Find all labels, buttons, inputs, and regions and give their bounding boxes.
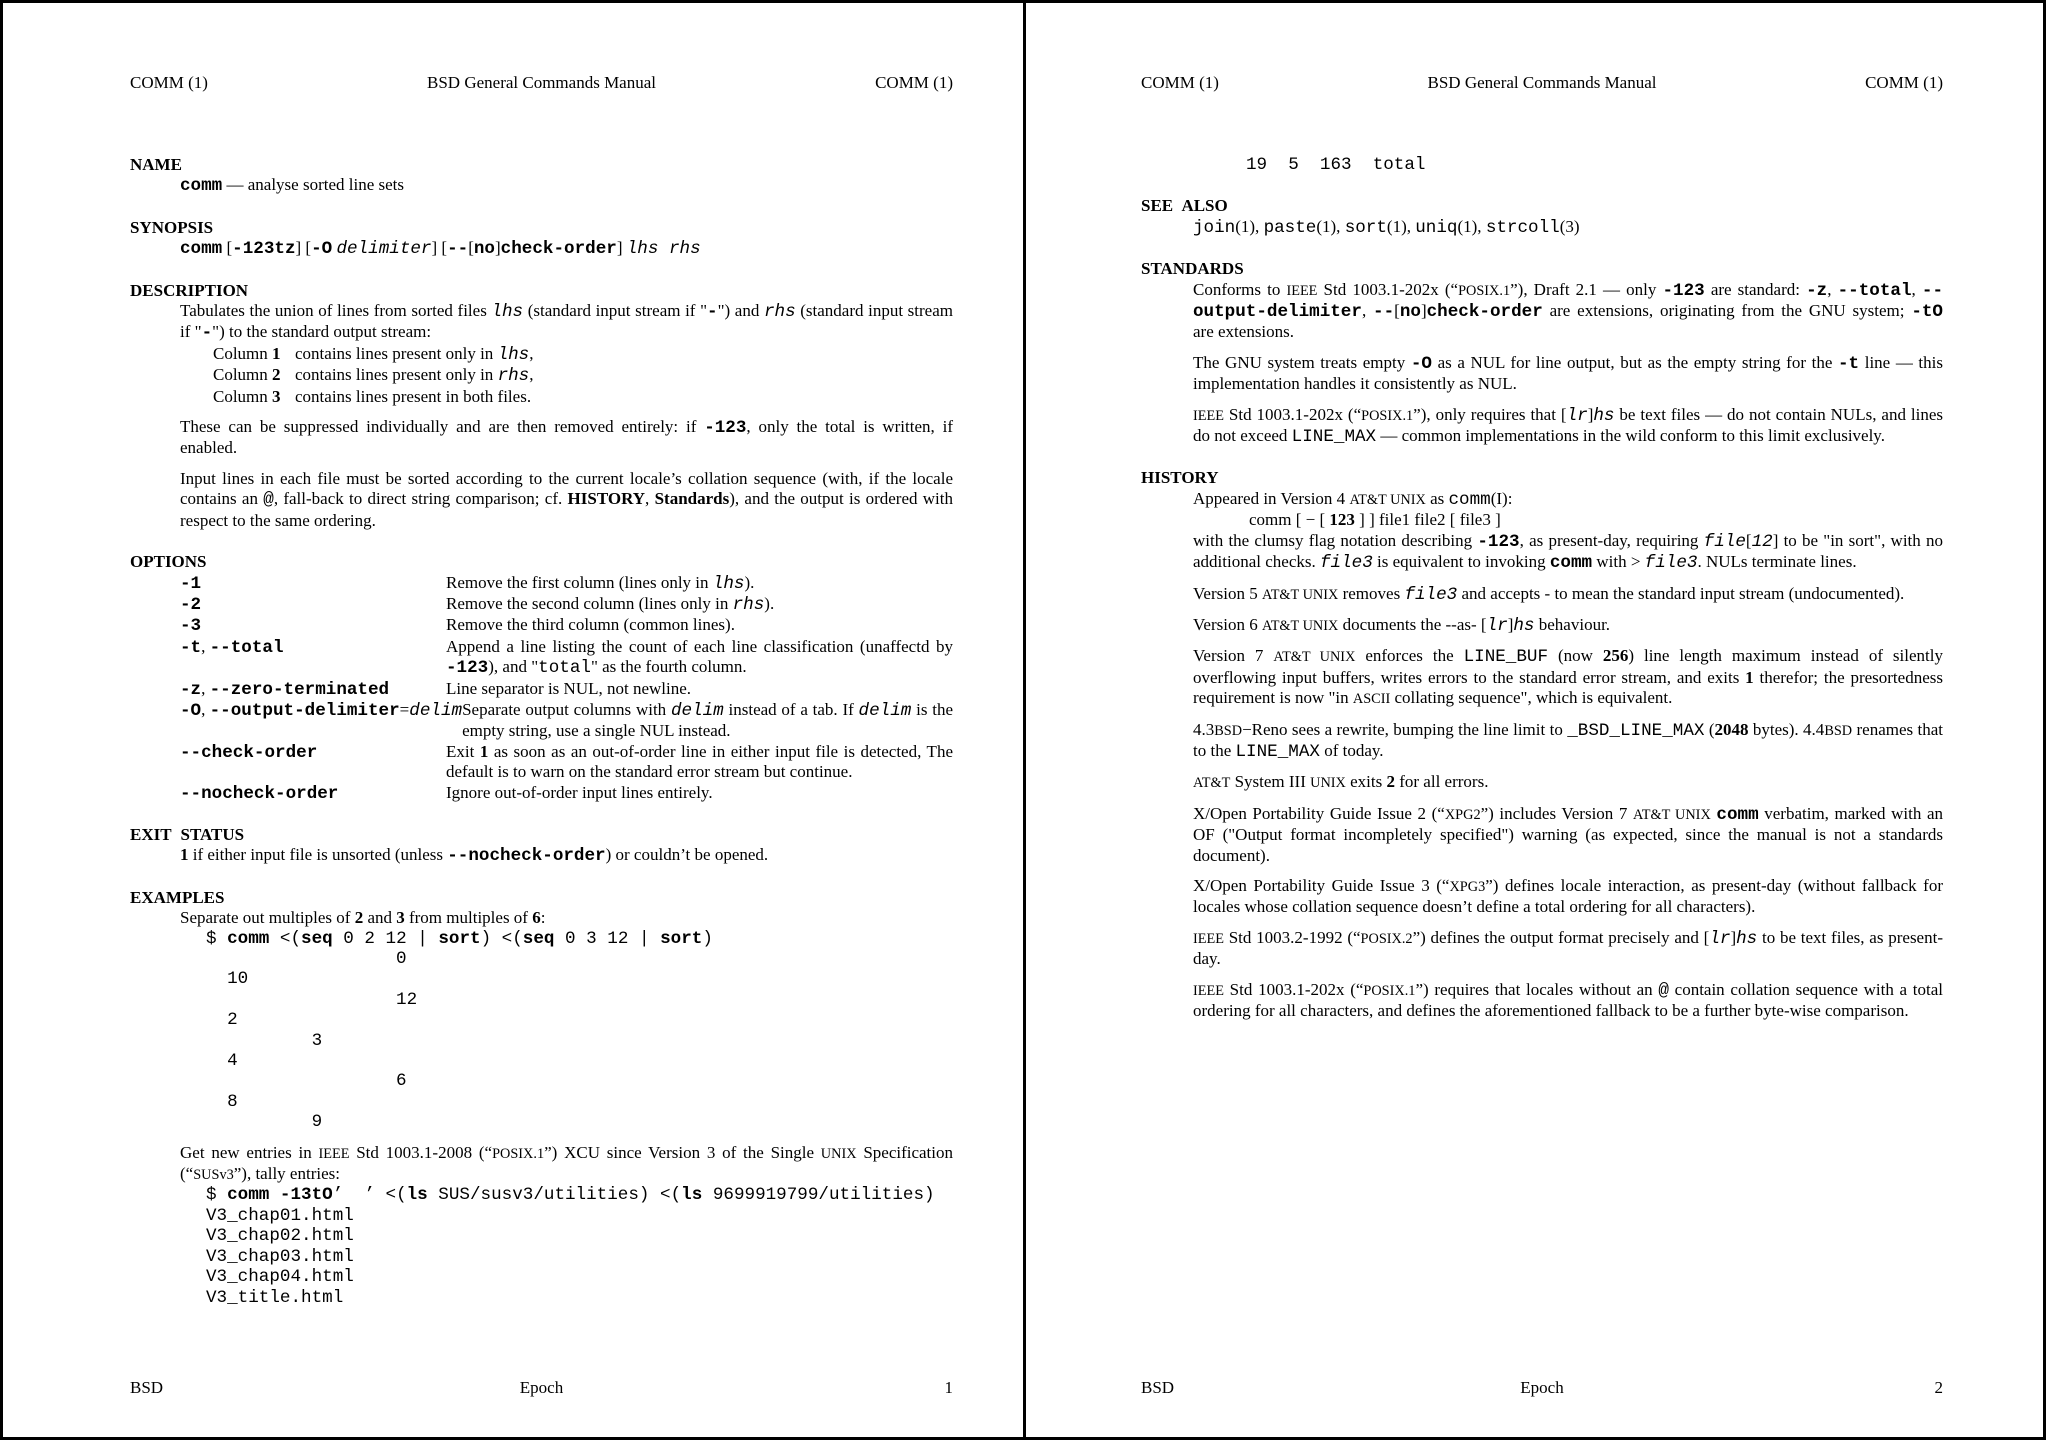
section <box>1141 468 1943 1021</box>
option-flag: --nocheck-order <box>180 783 339 804</box>
option-item <box>180 700 953 742</box>
option-flag: -1 <box>180 573 202 594</box>
code-block <box>1246 155 1943 175</box>
code-line: V3_chap02.html <box>206 1226 354 1247</box>
code-line: V3_chap03.html <box>206 1246 354 1267</box>
paragraph: IEEE Std 1003.1-202x (“POSIX.1”) requires that locales without an @ contain collation sequence with a total ordering for all characters, and defines the aforementioned fallback to be a further byte-wise comparison. <box>1193 979 1944 1020</box>
header-right: COMM (1) <box>1865 73 1943 92</box>
header-left: COMM (1) <box>1141 73 1219 92</box>
paragraph: IEEE Std 1003.2-1992 (“POSIX.2”) defines the output format precisely and [lr]hs to be text files, as present-day. <box>1193 927 1943 969</box>
code-line: $ comm <(seq 0 2 12 | sort) <(seq 0 3 12 | sort) <box>206 928 713 949</box>
page2-body <box>1141 155 1943 1021</box>
paragraph: 1 if either input file is unsorted (unless --nocheck-order) or couldn’t be opened. <box>180 845 769 867</box>
paragraph: Separate out multiples of 2 and 3 from multiples of 6: <box>180 908 546 928</box>
column-item <box>180 344 953 365</box>
paragraph: Version 7 AT&T UNIX enforces the LINE_BUF (now 256) line length maximum instead of silently overflowing input buffers, writes errors to the standard error stream, and exits 1 therefor; the presortedness requirement is now "in ASCII collating sequence", which is equivalent. <box>1193 646 1943 708</box>
footer-date: Epoch <box>1520 1378 1564 1397</box>
section-heading: DESCRIPTION <box>130 280 249 300</box>
column-desc: contains lines present in both files. <box>295 386 532 406</box>
option-desc: Remove the third column (common lines). <box>446 615 735 635</box>
section <box>130 155 953 197</box>
section-heading: NAME <box>130 155 182 174</box>
paragraph: X/Open Portability Guide Issue 2 (“XPG2”) includes Version 7 AT&T UNIX comm verbatim, marked with an OF ("Output format incompletely specified") warning (as expected, since the manual is not a standards document). <box>1193 803 1943 865</box>
page-1 <box>130 3 953 1437</box>
section <box>130 552 953 804</box>
section-heading: STANDARDS <box>1141 259 1244 279</box>
section <box>130 281 953 531</box>
options-list <box>180 573 953 804</box>
option-desc: Ignore out-of-order input lines entirely. <box>446 782 713 802</box>
code-line: 6 <box>206 1071 407 1092</box>
column-item <box>180 387 953 407</box>
paragraph: Tabulates the union of lines from sorted files lhs (standard input stream if "-") and rhs (standard input stream if "-") to the standard output stream: <box>180 301 953 344</box>
section-heading: EXIT STATUS <box>130 824 245 844</box>
section <box>130 825 953 867</box>
code-line: 0 <box>206 949 407 969</box>
option-flag: -O, --output-delimiter=delim <box>180 699 463 721</box>
option-desc: Append a line listing the count of each line classification (unaffectd by -123), and "total" as the fourth column. <box>446 636 953 679</box>
column-item <box>180 365 953 386</box>
option-flag: --check-order <box>180 742 318 763</box>
code-line: 2 <box>206 1010 238 1031</box>
code-line: V3_chap04.html <box>206 1267 354 1288</box>
code-line: $ comm -13tO’ ’ <(ls SUS/susv3/utilities) <(ls 9699919799/utilities) <box>206 1185 935 1206</box>
code-line: 12 <box>206 989 418 1010</box>
option-desc: Separate output columns with delim instead of a tab. If delim is the empty string, use a single NUL instead. <box>462 699 953 741</box>
paragraph: The GNU system treats empty -O as a NUL for line output, but as the empty string for the -t line — this implementation handles it consistently as NUL. <box>1193 352 1943 394</box>
section-heading: HISTORY <box>1141 468 1219 488</box>
footer-page-number: 2 <box>1934 1378 1943 1397</box>
column-label: Column 2 <box>213 365 281 385</box>
code-block <box>206 929 953 1133</box>
code-line: 19 5 163 total <box>1246 155 1426 175</box>
section <box>1141 196 1943 238</box>
option-flag: -3 <box>180 616 202 637</box>
code-line: V3_chap01.html <box>206 1205 354 1226</box>
paragraph: Version 5 AT&T UNIX removes file3 and accepts - to mean the standard input stream (undocumented). <box>1193 583 1905 605</box>
page-2 <box>1141 3 1943 1437</box>
footer-page-number: 1 <box>944 1378 953 1397</box>
header-left: COMM (1) <box>130 73 208 92</box>
section <box>130 218 953 260</box>
paragraph: Get new entries in IEEE Std 1003.1-2008 (“POSIX.1”) XCU since Version 3 of the Single UNIX Specification (“SUSv3”), tally entries: <box>180 1142 954 1184</box>
paragraph: X/Open Portability Guide Issue 3 (“XPG3”) defines locale interaction, as present-day (without fallback for locales whose collation sequence doesn’t define a total ordering for all characters). <box>1193 875 1943 917</box>
option-flag: -t, --total <box>180 636 284 658</box>
option-item <box>180 637 953 679</box>
column-label: Column 1 <box>213 343 281 363</box>
page1-body <box>130 155 953 1308</box>
page-divider <box>1023 3 1026 1437</box>
paragraph: Appeared in Version 4 AT&T UNIX as comm(I): <box>1193 488 1513 510</box>
paragraph-line: comm [ − [ 123 ] ] file1 file2 [ file3 ] <box>1249 510 1501 530</box>
paragraph: join(1), paste(1), sort(1), uniq(1), strcoll(3) <box>1193 216 1580 238</box>
header-right: COMM (1) <box>875 73 953 92</box>
paragraph: These can be suppressed individually and are then removed entirely: if -123, only the total is written, if enabled. <box>180 417 953 458</box>
footer-os: BSD <box>130 1378 164 1397</box>
code-line: 8 <box>206 1091 238 1112</box>
column-desc: contains lines present only in rhs, <box>295 365 534 387</box>
code-line: V3_title.html <box>206 1287 344 1308</box>
paragraph: comm [-123tz] [-O delimiter] [--[no]check-order] lhs rhs <box>180 238 701 260</box>
option-desc: Exit 1 as soon as an out-of-order line in either input file is detected, The default is to warn on the standard error stream but continue. <box>446 741 953 782</box>
header-center: BSD General Commands Manual <box>1427 73 1657 92</box>
option-item <box>180 615 953 636</box>
option-desc: Remove the first column (lines only in lhs). <box>446 572 755 594</box>
paragraph: AT&T System III UNIX exits 2 for all errors. <box>1193 772 1489 792</box>
paragraph: Version 6 AT&T UNIX documents the --as- [lr]hs behaviour. <box>1193 614 1611 636</box>
footer-os: BSD <box>1141 1378 1175 1397</box>
footer-date: Epoch <box>519 1378 564 1397</box>
section <box>130 888 953 1308</box>
column-desc: contains lines present only in lhs, <box>295 343 534 365</box>
option-item <box>180 573 953 594</box>
section-heading: OPTIONS <box>130 552 207 572</box>
option-item <box>180 783 953 804</box>
paragraph: with the clumsy flag notation describing -123, as present-day, requiring file[12] to be "in sort", with no additional checks. file3 is equivalent to invoking comm with > file3. NULs terminate lines. <box>1193 530 1943 574</box>
option-desc: Line separator is NUL, not newline. <box>446 678 692 698</box>
paragraph: Conforms to IEEE Std 1003.1-202x (“POSIX.1”), Draft 2.1 — only -123 are standard: -z, --total, --output-delimiter, --[no]check-order are extensions, originating from the GNU system; -tO are extensions. <box>1193 279 1944 342</box>
section <box>1141 155 1943 175</box>
column-list <box>180 344 953 407</box>
paragraph: IEEE Std 1003.1-202x (“POSIX.1”), only requires that [lr]hs be text files — do not contain NULs, and lines do not exceed LINE_MAX — common implementations in the wild conform to this limit exclusively. <box>1193 404 1944 448</box>
option-item <box>180 594 953 615</box>
option-item <box>180 679 953 700</box>
option-flag: -z, --zero-terminated <box>180 678 390 700</box>
option-item <box>180 742 953 783</box>
section <box>1141 259 1943 447</box>
paragraph: Input lines in each file must be sorted according to the current locale’s collation sequence (with, if the locale contains an @, fall-back to direct string comparison; cf. HISTORY, Standards), and the output is ordered with respect to the same ordering. <box>180 468 954 530</box>
section-heading: SEE ALSO <box>1141 196 1228 216</box>
header-center: BSD General Commands Manual <box>427 73 656 92</box>
code-line: 4 <box>206 1051 238 1072</box>
paragraph: comm — analyse sorted line sets <box>180 175 404 197</box>
option-flag: -2 <box>180 594 202 615</box>
code-line: 9 <box>206 1112 323 1133</box>
paragraph: 4.3BSD−Reno sees a rewrite, bumping the line limit to _BSD_LINE_MAX (2048 bytes). 4.4BSD renames that to the LINE_MAX of today. <box>1193 719 1943 762</box>
code-line: 10 <box>206 969 249 990</box>
option-desc: Remove the second column (lines only in rhs). <box>446 593 775 615</box>
column-label: Column 3 <box>213 386 281 406</box>
code-block <box>206 1185 953 1307</box>
section-heading: SYNOPSIS <box>130 217 214 237</box>
section-heading: EXAMPLES <box>130 887 225 907</box>
code-line: 3 <box>206 1030 323 1051</box>
